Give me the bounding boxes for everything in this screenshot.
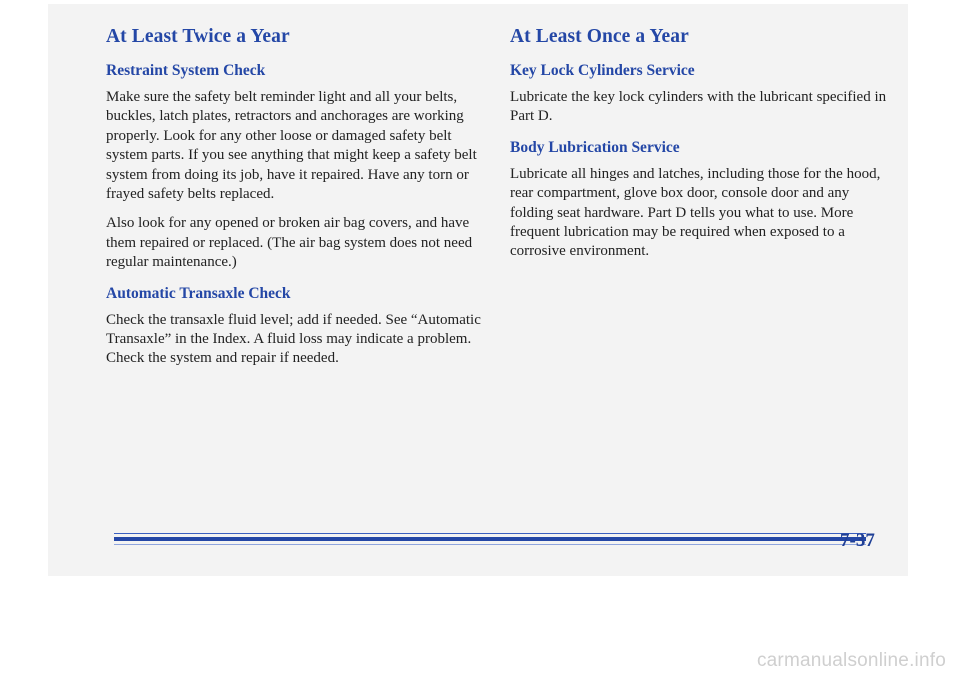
restraint-system-paragraph-2: Also look for any opened or broken air bag covers, and have them repaired or replaced. (The air bag system does not need regular maintenance.) [106,215,473,271]
automatic-transaxle-paragraph: Check the transaxle fluid level; add if needed. See “Automatic Transaxle” in the Index. A fluid loss may indicate a problem. Check the system and repair if needed. [106,311,481,367]
body-lubrication-paragraph: Lubricate all hinges and latches, including those for the hood, rear compartment, glove box door, console door and any folding seat hardware. Part D tells you what to use. More frequent lubrication may be required when exposed to a corrosive environment. [510,165,881,260]
watermark-text: carmanualsonline.info [756,650,946,671]
footer-rule-fade [114,544,866,545]
restraint-system-check-title: Restraint System Check [106,62,266,79]
left-column [106,26,486,379]
manual-page [48,4,908,576]
heading-twice-a-year: At Least Twice a Year [106,26,290,47]
page-number: 7-37 [840,530,875,551]
restraint-system-paragraph-1: Make sure the safety belt reminder light and all your belts, buckles, latch plates, retractors and anchorages are working properly. Look for any other loose or damaged safety belt system parts. If you see anything that might keep a safety belt system from doing its job, have it repaired. Have any torn or frayed safety belts replaced. [106,89,477,203]
key-lock-cylinders-title: Key Lock Cylinders Service [510,62,695,79]
footer-rule-thick [114,537,866,541]
key-lock-cylinders-paragraph: Lubricate the key lock cylinders with the lubricant specified in Part D. [510,89,887,125]
body-lubrication-title: Body Lubrication Service [510,138,680,156]
automatic-transaxle-check-title: Automatic Transaxle Check [106,284,291,302]
heading-once-a-year: At Least Once a Year [510,26,689,47]
right-column [510,26,890,272]
footer-rule-thin [114,533,866,534]
